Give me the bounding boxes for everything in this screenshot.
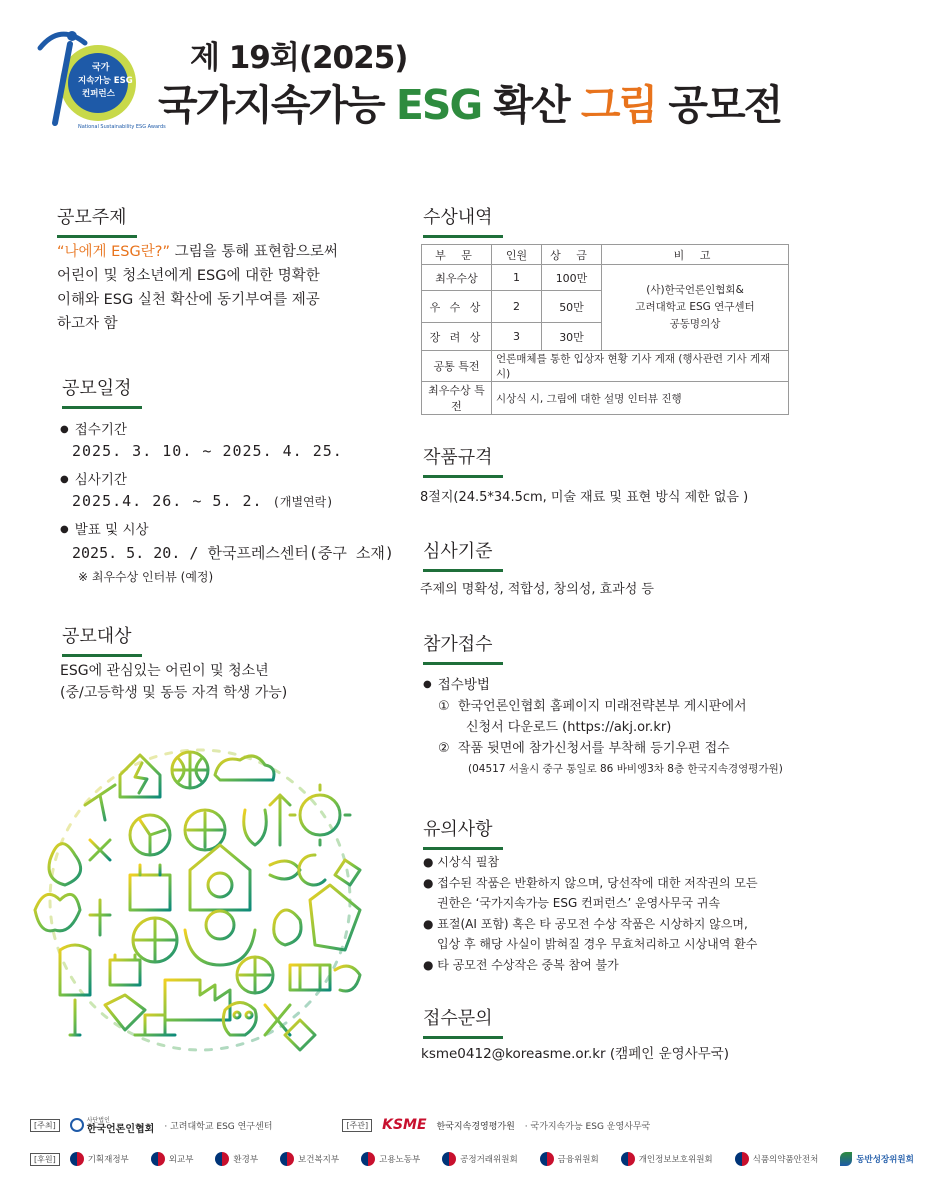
schedule-label-2: ● 심사기간 (60, 470, 127, 490)
logo-arc-text: National Sustainability ESG Awards (78, 124, 166, 130)
sponsor-item: 고용노동부 (361, 1152, 420, 1166)
government-seal-icon (442, 1152, 456, 1166)
awards-heading: 수상내역 (423, 203, 503, 238)
page-title: 국가지속가능 ESG 확산 그림 공모전 (158, 81, 782, 129)
government-seal-icon (70, 1152, 84, 1166)
criteria-text: 주제의 명확성, 적합성, 창의성, 효과성 등 (420, 582, 654, 597)
table-row: 공통 특전 언론매체를 통한 입상자 현황 기사 게재 (행사관련 기사 게재 시) (422, 351, 789, 382)
government-seal-icon (621, 1152, 635, 1166)
government-seal-icon (215, 1152, 229, 1166)
sponsor-tag: [후원] (30, 1153, 60, 1166)
leaf-logo-icon (840, 1152, 852, 1166)
schedule-value-1: 2025. 3. 10. ~ 2025. 4. 25. (72, 442, 343, 460)
spec-text: 8절지(24.5*34.5cm, 미술 재료 및 표현 방식 제한 없음 ) (420, 490, 749, 505)
schedule-heading: 공모일정 (62, 374, 142, 409)
schedule-label-3: ● 발표 및 시상 (60, 520, 149, 540)
host-2: · 고려대학교 ESG 연구센터 (164, 1121, 273, 1132)
table-row: 최우수상 1 100만 (사)한국언론인협회& 고려대학교 ESG 연구센터 공동명의상 (422, 265, 789, 291)
logo-text-1: 국가 (92, 63, 110, 73)
notes-heading: 유의사항 (423, 815, 503, 850)
sponsor-item: 공정거래위원회 (442, 1152, 517, 1166)
submission-steps: ① 한국언론인협회 홈페이지 미래전략본부 게시판에서 신청서 다운로드 (https://akj.or.kr) ② 작품 뒷면에 참가신청서를 부착해 등기우편 접수 (04517 서울시 중구 통일로 86 바비엥3차 8층 한국지속경영평가원) (438, 699, 783, 775)
schedule-value-2: 2025.4. 26. ~ 5. 2. (개별연락) (72, 492, 334, 510)
table-row: 최우수상 특전 시상식 시, 그림에 대한 설명 인터뷰 진행 (422, 382, 789, 415)
sponsor-item: 외교부 (151, 1152, 194, 1166)
sponsor-item: 환경부 (215, 1152, 258, 1166)
list-item: ● 타 공모전 수상작은 중복 참여 불가 (423, 957, 619, 972)
government-seal-icon (151, 1152, 165, 1166)
logo-text-3: 컨퍼런스 (82, 89, 115, 99)
contact-heading: 접수문의 (423, 1004, 503, 1039)
sponsor-item: 기획재정부 (70, 1152, 129, 1166)
list-item: ● 표절(AI 포함) 혹은 타 공모전 수상 작품은 시상하지 않으며, (423, 916, 748, 931)
esg-icon-illustration (15, 735, 375, 1055)
sponsor-row (30, 1152, 926, 1166)
edition-label: 제 19회(2025) (190, 40, 408, 76)
logo-text-2: 지속가능 ESG (78, 76, 133, 86)
government-seal-icon (540, 1152, 554, 1166)
target-heading: 공모대상 (62, 622, 142, 657)
organizer-2: · 국가지속가능 ESG 운영사무국 (524, 1121, 651, 1132)
list-item: ● 시상식 필참 (423, 855, 500, 869)
sponsor-item: 식품의약품안전처 (735, 1152, 819, 1166)
target-text: ESG에 관심있는 어린이 및 청소년 (중/고등학생 및 동등 자격 학생 가능) (60, 663, 288, 701)
submission-heading: 참가접수 (423, 630, 503, 665)
criteria-heading: 심사기준 (423, 537, 503, 572)
schedule-value-3: 2025. 5. 20. / 한국프레스센터(중구 소재) (72, 544, 394, 562)
theme-heading: 공모주제 (57, 203, 137, 238)
schedule-note: ※ 최우수상 인터뷰 (예정) (78, 570, 214, 584)
ksme-logo: KSME (382, 1117, 427, 1133)
organizer-tag: [주관] (342, 1119, 372, 1132)
government-seal-icon (280, 1152, 294, 1166)
sponsor-item: 개인정보보호위원회 (621, 1152, 713, 1166)
government-seal-icon (361, 1152, 375, 1166)
host-tag: [주최] (30, 1119, 60, 1132)
contact-email[interactable]: ksme0412@koreasme.or.kr (캠페인 운영사무국) (421, 1046, 730, 1062)
list-item: ● 접수된 작품은 반환하지 않으며, 당선작에 대한 저작권의 모든 (423, 875, 758, 890)
host-logo: 사단법인 한국언론인협회 (70, 1116, 155, 1134)
sponsor-item: 동반성장위원회 (840, 1152, 913, 1166)
footer (30, 1112, 914, 1182)
sponsor-item: 금융위원회 (540, 1152, 599, 1166)
conference-logo (30, 28, 166, 133)
theme-text: “나에게 ESG란?” 그림을 통해 표현함으로써 어린이 및 청소년에게 ESG에 대한 명확한 이해와 ESG 실천 확산에 동기부여를 제공 하고자 함 (57, 244, 338, 332)
table-row: 장 려 상 3 30만 (422, 323, 789, 351)
organizer-1: 한국지속경영평가원 (436, 1121, 515, 1132)
notes-list: ● 시상식 필참 ● 접수된 작품은 반환하지 않으며, 당선작에 대한 저작권의 모든 권한은 ‘국가지속가능 ESG 컨퍼런스’ 운영사무국 귀속 ● 표절(AI 포함) 혹은 타 공모전 수상 작품은 시상하지 않으며, 입상 후 해당 사실이 밝혀질 경우 무효처리하고 시상내역 환수 ● 타 공모전 수상작은 중복 참여 불가 (423, 852, 758, 975)
awards-table: 부 문 인원 상 금 비 고 최우수상 1 100만 (사)한국언론인협회& 고려대학교 ESG 연구센터 공동명의상 우 수 상 2 50만 장 려 상 3 30만 공통 특전 언론매체를 통한 입상자 현황 기사 게재 (행사관련 기사 게재 시) 최우수상 특전 시상식 시, 그림에 대한 설명 인터뷰 진행 (421, 244, 789, 415)
table-row: 우 수 상 2 50만 (422, 291, 789, 323)
header (30, 28, 820, 138)
spec-heading: 작품규격 (423, 443, 503, 478)
schedule-label-1: ● 접수기간 (60, 420, 127, 440)
government-seal-icon (735, 1152, 749, 1166)
submission-method: ● 접수방법 (423, 675, 490, 695)
sponsor-item: 보건복지부 (280, 1152, 339, 1166)
